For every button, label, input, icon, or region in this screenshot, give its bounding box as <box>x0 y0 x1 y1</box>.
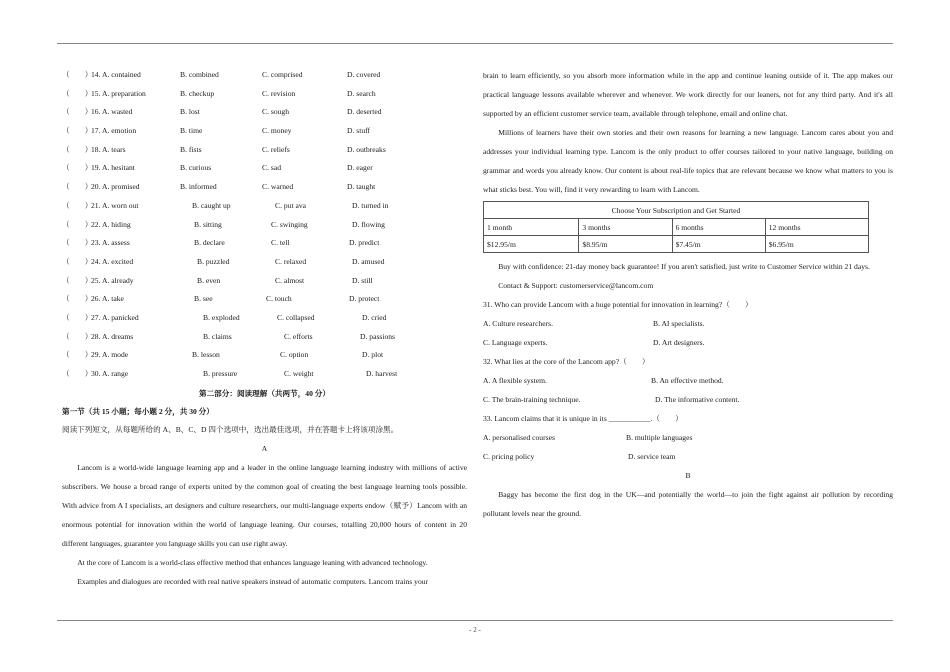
header-rule <box>57 43 893 44</box>
question-33: 33. Lancom claims that it is unique in its ___________.（ ） A. personalised courses B. multiple languages C. pricing policy D. service team <box>483 409 893 466</box>
right-column <box>483 66 893 523</box>
passage-a-paragraph-3-continued: brain to learn efficiently, so you absorb more information while in the app and continue leaning outside of it. The app makes our practical language lessons available wherever and whenever. We work directly for our leaners, not for any third party. And it's all supported by an efficient customer service team, available through telephone, email and online chat. <box>483 71 893 118</box>
question-32: 32. What lies at the core of the Lancom app?（ ） A. A flexible system. B. An effective method. C. The brain-training technique. D. The informative content. <box>483 352 893 409</box>
left-column <box>62 66 467 591</box>
passage-a-label: A <box>261 443 268 453</box>
cloze-row: （ ） 27. A. panicked B. exploded C. collapsed D. cried <box>62 312 387 322</box>
page-number: - 2 - <box>469 626 481 634</box>
cloze-row: （ ） 14. A. contained B. combined C. comprised D. covered <box>62 66 467 85</box>
price-cell: $6.95/m <box>765 236 868 253</box>
period-cell: 3 months <box>579 219 672 236</box>
footer-rule <box>57 620 893 621</box>
cloze-row: （ ） 20. A. promised B. informed C. warned D. taught <box>62 182 376 192</box>
passage-b-label: B <box>685 471 691 480</box>
passage-b-paragraph-1: Baggy has become the first dog in the UK—and potentially the world—to join the fight against air pollution by recording pollutant levels near the ground. <box>483 490 893 518</box>
guarantee-text: Buy with confidence: 21-day money back guarantee! If you aren't satisfied, just write to Customer Service within 21 days. <box>498 262 870 271</box>
cloze-row: （ ） 29. A. mode B. lesson C. option D. plot <box>62 350 384 360</box>
subscription-table-title: Choose Your Subscription and Get Started <box>484 202 869 219</box>
cloze-options-list <box>62 66 467 384</box>
question-stem: 32. What lies at the core of the Lancom app?（ ） <box>483 357 650 366</box>
cloze-row: （ ） 28. A. dreams B. claims C. efforts D. passions <box>62 331 396 341</box>
price-cell: $12.95/m <box>484 236 579 253</box>
question-stem: 33. Lancom claims that it is unique in its ___________.（ ） <box>483 414 683 423</box>
cloze-row: （ ） 19. A. hesitant B. curious C. sad D. eager <box>62 163 373 173</box>
price-cell: $8.95/m <box>579 236 672 253</box>
cloze-row: （ ） 25. A. already B. even C. almost D. still <box>62 275 373 285</box>
question-stem: 31. Who can provide Lancom with a huge potential for innovation in learning?（ ） <box>483 300 753 309</box>
part2-title: 第二部分：阅读理解（共两节，40 分） <box>199 388 330 398</box>
passage-a-paragraph-1: Lancom is a world-wide language learning app and a leader in the online language learning industry with millions of active subscribers. We house a broad range of experts united by the common goal of creating the best language learning tools possible. With advice from A I specialists, art designers and culture researchers, our multi-language experts endow（赋予）Lancom with an enormous potential for innovation within the world of language leaning. Our courses, totalling 20,000 hours of content in 20 different languages, guarantee you language skills you can use right away. <box>62 462 467 548</box>
passage-a-paragraph-3: Examples and dialogues are recorded with real native speakers instead of automatic computers. Lancom trains your <box>77 576 429 586</box>
passage-a-paragraph-2: At the core of Lancom is a world-class effective method that enhances language leaning with advanced technology. <box>77 557 428 567</box>
price-cell: $7.45/m <box>672 236 765 253</box>
period-cell: 6 months <box>672 219 765 236</box>
cloze-row: （ ） 22. A. hiding B. sitting C. swinging D. flowing <box>62 219 385 229</box>
question-number: 14. A. contained <box>91 70 141 79</box>
cloze-row: （ ） 15. A. preparation B. checkup C. revision D. search <box>62 88 376 98</box>
passage-a-paragraph-4: Millions of learners have their own stories and their own reasons for learning a new language. Lancom cares about you and addresses your individual learning type. Lancom is the only product to offer courses tailored to your native language, building on grammar and words you already know. Our content is about real-life topics that are relevant because we know what matters to you is what sticks best. You will, find it very rewarding to learn with Lancom. <box>483 128 893 194</box>
subscription-table <box>483 201 869 253</box>
question-31: 31. Who can provide Lancom with a huge potential for innovation in learning?（ ） A. Culture researchers. B. AI specialists. C. Language experts. D. Art designers. <box>483 295 893 352</box>
cloze-row: （ ） 18. A. tears B. fists C. reliefs D. outbreaks <box>62 144 386 154</box>
period-cell: 12 months <box>765 219 868 236</box>
period-cell: 1 month <box>484 219 579 236</box>
cloze-row: （ ） 30. A. range B. pressure C. weight D. harvest <box>62 369 398 378</box>
cloze-row: （ ） 21. A. worn out B. caught up C. put ava D. turned in <box>62 200 389 210</box>
cloze-row: （ ） 23. A. assess B. declare C. tell D. predict <box>62 238 380 248</box>
contact-text: Contact & Support: customerservice@lancom.com <box>498 281 654 290</box>
instructions: 阅读下列短文，从每题所给的 A、B、C、D 四个选项中，选出最佳选项，并在答题卡上将该项涂黑。 <box>62 424 399 434</box>
cloze-row: （ ） 24. A. excited B. puzzled C. relaxed D. amused <box>62 256 385 266</box>
cloze-row: （ ） 16. A. wasted B. lost C. sough D. deserted <box>62 107 382 117</box>
cloze-row: （ ） 26. A. take B. see C. touch D. protect <box>62 294 380 304</box>
section1-title: 第一节（共 15 小题；每小题 2 分，共 30 分） <box>62 406 214 416</box>
cloze-row: （ ） 17. A. emotion B. time C. money D. stuff <box>62 126 371 136</box>
